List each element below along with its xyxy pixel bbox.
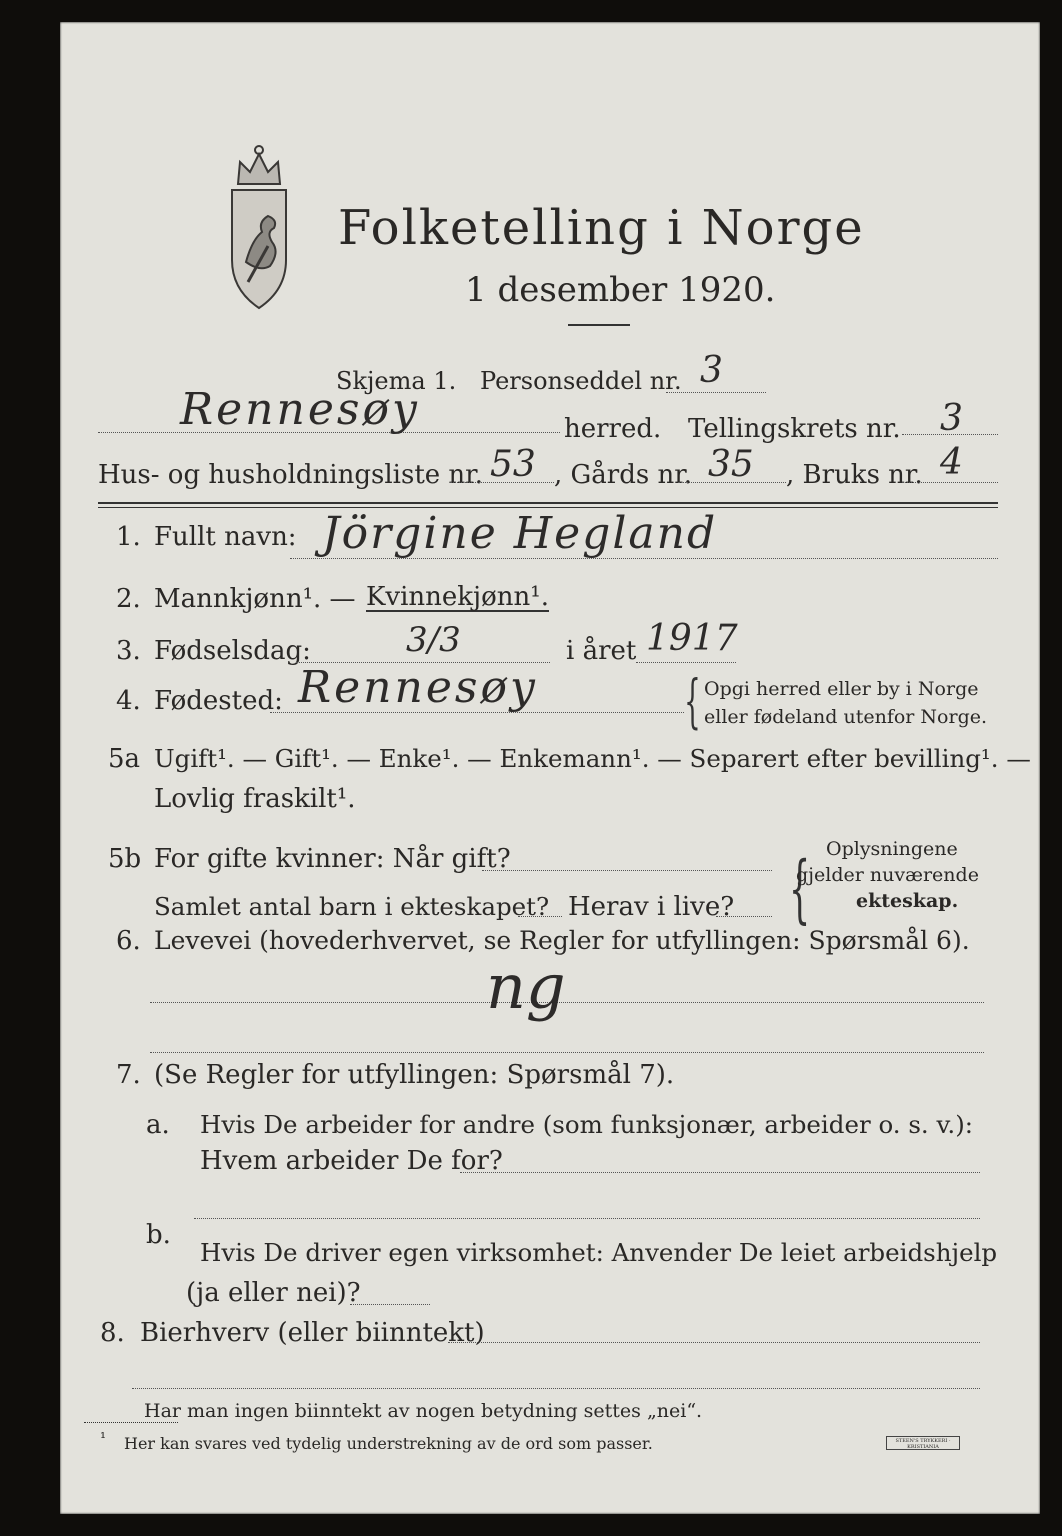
q8-note: Har man ingen biinntekt av nogen betydning settes „nei“. [144, 1400, 703, 1422]
herred-label: herred. [564, 414, 662, 444]
q7b-number: b. [146, 1220, 171, 1250]
q6-label: Levevei (hovederhvervet, se Regler for utfyllingen: Spørsmål 6). [154, 926, 970, 955]
printer-stamp [886, 1436, 960, 1450]
q4-label: Fødested: [154, 686, 283, 716]
q5b-line-1: For gifte kvinner: Når gift? [154, 844, 511, 874]
header-rule-1 [98, 502, 998, 504]
bruks-label: , Bruks nr. [786, 460, 923, 490]
q3-year-label: i året [566, 636, 637, 666]
personseddel-line [666, 392, 766, 393]
q3-value: 3/3 [406, 620, 461, 660]
q8-line-2 [132, 1388, 980, 1389]
form-title: Folketelling i Norge [338, 200, 865, 256]
q8-number: 8. [100, 1318, 125, 1348]
q4-note-2: eller fødeland utenfor Norge. [704, 706, 988, 728]
footnote-text: Her kan svares ved tydelig understrekning av de ord som passer. [124, 1434, 653, 1453]
q3-year-line [636, 662, 736, 663]
q5a-line-1: Ugift¹. — Gift¹. — Enke¹. — Enkemann¹. — Separert efter bevilling¹. — [154, 744, 1031, 773]
q5b-note-3: ekteskap. [856, 890, 959, 912]
q7a-number: a. [146, 1110, 170, 1140]
q7-number: 7. [116, 1060, 141, 1090]
herred-value: Rennesøy [180, 384, 420, 435]
q7a-line [460, 1172, 980, 1173]
skjema-label: Skjema 1. [336, 367, 457, 395]
tellingskrets-label: Tellingskrets nr. [688, 414, 901, 444]
q7b-line-1: Hvis De driver egen virksomhet: Anvender De leiet arbeidshjelp [200, 1238, 998, 1267]
coat-of-arms-icon [218, 140, 300, 312]
footnote-mark: ¹ [100, 1429, 107, 1447]
q6-value: ng [486, 950, 566, 1023]
gards-value: 35 [708, 444, 754, 485]
q7a-line-2: Hvem arbeider De for? [200, 1146, 503, 1176]
census-date: 1 desember 1920. [465, 270, 776, 310]
footnote-rule [84, 1422, 178, 1423]
q8-line-1 [448, 1342, 980, 1343]
q1-number: 1. [116, 522, 141, 552]
q5b-line-2b: Herav i live? [568, 892, 735, 922]
husliste-value: 53 [490, 444, 536, 485]
q7-label: (Se Regler for utfyllingen: Spørsmål 7). [154, 1060, 675, 1090]
q7b-line-2: (ja eller nei)? [186, 1278, 361, 1308]
q5b-barn-line [518, 916, 562, 917]
q6-line-1 [150, 1002, 984, 1003]
census-form [60, 22, 1040, 1514]
q2-label-mann: Mannkjønn¹. — [154, 584, 356, 614]
q2-number: 2. [116, 584, 141, 614]
husliste-label: Hus- og husholdningsliste nr. [98, 460, 484, 490]
q5a-number: 5a [108, 744, 141, 774]
personseddel-label: Personseddel nr. [480, 367, 682, 395]
q5b-live-line [716, 916, 772, 917]
printer-stamp-text: STEEN'S TRYKKERI · KRISTIANIA [895, 1438, 951, 1450]
q4-brace: { [684, 667, 701, 735]
q6-line-2 [150, 1052, 984, 1053]
q3-number: 3. [116, 636, 141, 666]
q2-label-kvinne: Kvinnekjønn¹. [366, 582, 549, 612]
tellingskrets-value: 3 [940, 398, 963, 439]
q5b-line-2a: Samlet antal barn i ekteskapet? [154, 892, 550, 921]
q5b-note-2: gjelder nuværende [796, 864, 979, 886]
title-rule [568, 324, 630, 326]
q4-note-1: Opgi herred eller by i Norge [704, 678, 979, 700]
q5b-number: 5b [108, 844, 142, 874]
q7b-line [350, 1304, 430, 1305]
q4-number: 4. [116, 686, 141, 716]
q5b-note-1: Oplysningene [826, 838, 958, 860]
q1-value: Jörgine Hegland [322, 508, 718, 559]
personseddel-value: 3 [700, 350, 723, 391]
bruks-value: 4 [940, 442, 963, 483]
q7a-line-1: Hvis De arbeider for andre (som funksjonær, arbeider o. s. v.): [200, 1110, 974, 1139]
q6-number: 6. [116, 926, 141, 956]
gards-label: , Gårds nr. [554, 460, 693, 490]
q3-label: Fødselsdag: [154, 636, 311, 666]
q4-value: Rennesøy [298, 662, 538, 713]
q5a-line-2: Lovlig fraskilt¹. [154, 784, 356, 814]
q5b-brace: { [788, 846, 811, 932]
q3-year-value: 1917 [646, 618, 738, 659]
q7a-line-extra [194, 1218, 980, 1219]
q5b-gift-line [482, 870, 772, 871]
q8-label: Bierhverv (eller biinntekt) [140, 1318, 485, 1348]
q1-label: Fullt navn: [154, 522, 297, 552]
